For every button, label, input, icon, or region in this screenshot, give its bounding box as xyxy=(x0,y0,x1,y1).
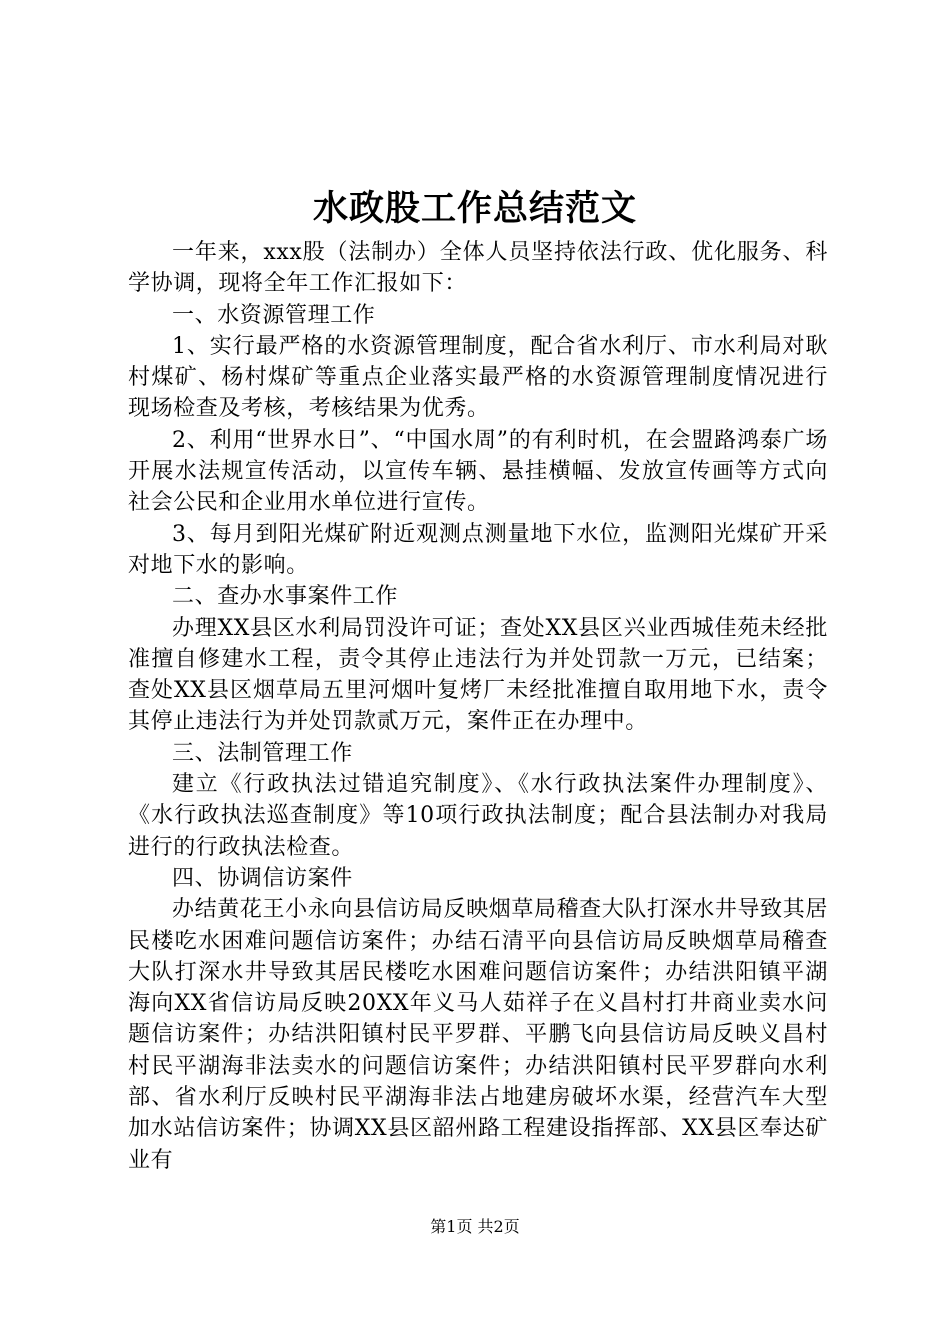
paragraph-legal-management: 建立《行政执法过错追究制度》、《水行政执法案件办理制度》、《水行政执法巡查制度》等10项行政执法制度；配合县法制办对我局进行的行政执法检查。 xyxy=(128,772,828,860)
section-heading-water-resources: 一、水资源管理工作 xyxy=(172,302,376,328)
intro-paragraph: 一年来，xxx股（法制办）全体人员坚持依法行政、优化服务、科学协调，现将全年工作汇报如下： xyxy=(128,240,828,297)
paragraph-water-resources-3: 3、每月到阳光煤矿附近观测点测量地下水位，监测阳光煤矿开采对地下水的影响。 xyxy=(128,521,828,578)
section-heading-water-cases: 二、查办水事案件工作 xyxy=(172,584,399,610)
page-footer: 第1页 共2页 xyxy=(430,1217,520,1236)
section-heading-legal-management: 三、法制管理工作 xyxy=(172,740,353,766)
document-body xyxy=(128,237,828,1176)
section-heading-petition-cases: 四、协调信访案件 xyxy=(172,865,353,891)
paragraph-water-cases: 办理XX县区水利局罚没许可证；查处XX县区兴业西城佳苑未经批准擅自修建水工程，责令其停止违法行为并处罚款一万元，已结案；查处XX县区烟草局五里河烟叶复烤厂未经批准擅自取用地下水，责令其停止违法行为并处罚款贰万元，案件正在办理中。 xyxy=(128,615,828,735)
document-title: 水政股工作总结范文 xyxy=(312,188,637,229)
paragraph-petition-cases: 办结黄花王小永向县信访局反映烟草局稽查大队打深水井导致其居民楼吃水困难问题信访案件；办结石清平向县信访局反映烟草局稽查大队打深水井导致其居民楼吃水困难问题信访案件；办结洪阳镇平湖海向XX省信访局反映20XX年义马人茹祥子在义昌村打井商业卖水问题信访案件；办结洪阳镇村民平罗群、平鹏飞向县信访局反映义昌村村民平湖海非法卖水的问题信访案件；办结洪阳镇村民平罗群向水利部、省水利厅反映村民平湖海非法占地建房破坏水渠，经营汽车大型加水站信访案件；协调XX县区韶州路工程建设指挥部、XX县区奉达矿业有 xyxy=(128,897,828,1173)
paragraph-water-resources-1: 1、实行最严格的水资源管理制度，配合省水利厅、市水利局对耿村煤矿、杨村煤矿等重点企业落实最严格的水资源管理制度情况进行现场检查及考核，考核结果为优秀。 xyxy=(128,333,828,422)
paragraph-water-resources-2: 2、利用“世界水日”、“中国水周”的有利时机，在会盟路鸿泰广场开展水法规宣传活动，以宣传车辆、悬挂横幅、发放宣传画等方式向社会公民和企业用水单位进行宣传。 xyxy=(128,427,828,516)
